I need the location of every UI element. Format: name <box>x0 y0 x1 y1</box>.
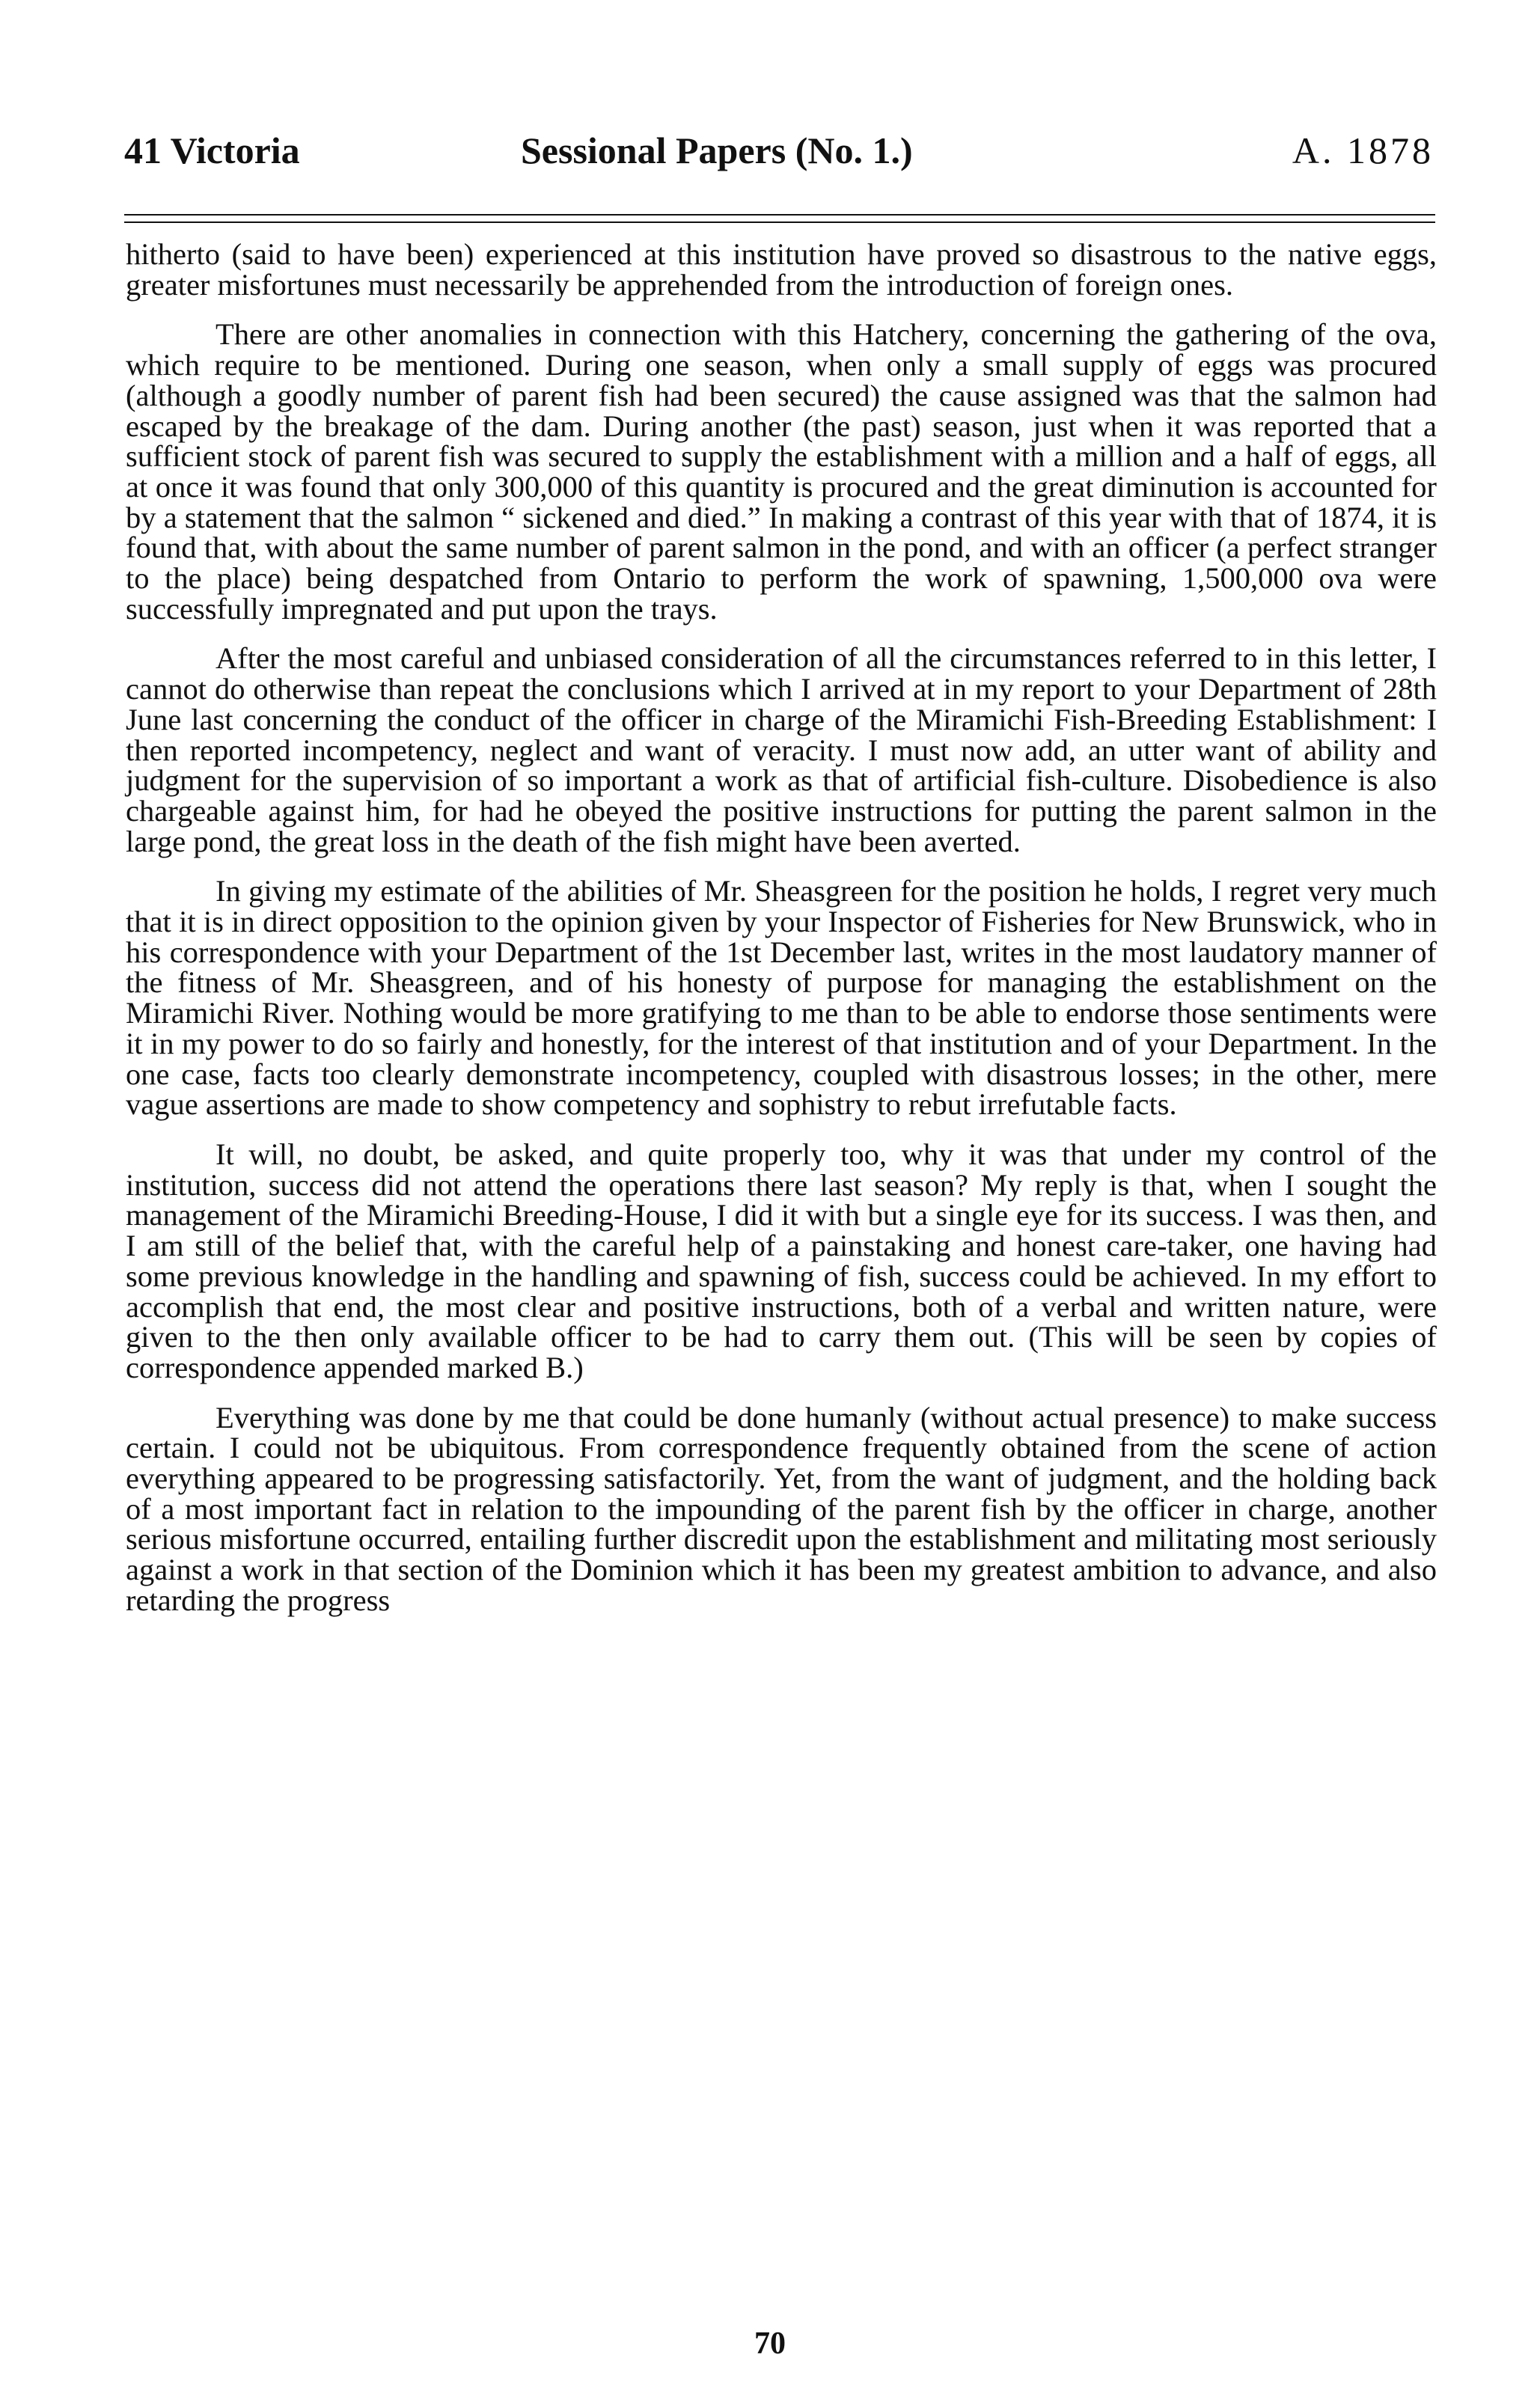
header-rule-top <box>124 214 1435 216</box>
paragraph: It will, no doubt, be asked, and quite properly too, why it was that under my control of the institution, success did not attend the operations there last season? My reply is that, when I sought the management of the Miramichi Breeding-House, I did it with but a single eye for its success. I was then, and I am still of the belief that, with the careful help of a painstaking and honest care-taker, one having had some previous knowledge in the handling and spawning of fish, success could be achieved. In my effort to accomplish that end, the most clear and positive instructions, both of a verbal and written nature, were given to the then only available officer to be had to carry them out. (This will be seen by copies of correspondence appended marked B.) <box>126 1137 1437 1384</box>
header-left: 41 Victoria <box>124 129 300 171</box>
running-header <box>124 129 1434 181</box>
paragraph-continuation: hitherto (said to have been) experienced at this institution have proved so disastrous to the native eggs, greater misfortunes must necessarily be apprehended from the introduction of foreign ones. <box>126 237 1437 302</box>
header-right: A. 1878 <box>1292 129 1434 171</box>
header-rule-bottom <box>124 221 1435 223</box>
header-title: Sessional Papers (No. 1.) <box>521 129 913 171</box>
paragraph: After the most careful and unbiased consideration of all the circumstances referred to in this letter, I cannot do otherwise than repeat the conclusions which I arrived at in my report to your Department of 28th June last concerning the conduct of the officer in charge of the Miramichi Fish-Breeding Establishment: I then reported incompetency, neglect and want of veracity. I must now add, an utter want of ability and judgment for the supervision of so important a work as that of artificial fish-culture. Disobedience is also chargeable against him, for had he obeyed the positive instructions for putting the parent salmon in the large pond, the great loss in the death of the fish might have been averted. <box>126 641 1437 858</box>
paragraph: There are other anomalies in connection with this Hatchery, concerning the gathering of the ova, which require to be mentioned. During one season, when only a small supply of eggs was procured (although a goodly number of parent fish had been secured) the cause assigned was that the salmon had escaped by the breakage of the dam. During another (the past) season, just when it was reported that a sufficient stock of parent fish was secured to supply the establishment with a million and a half of eggs, all at once it was found that only 300,000 of this quantity is procured and the great diminution is accounted for by a statement that the salmon “ sickened and died.” In making a contrast of this year with that of 1874, it is found that, with about the same number of parent salmon in the pond, and with an officer (a perfect stranger to the place) being despatched from Ontario to perform the work of spawning, 1,500,000 ova were successfully impregnated and put upon the trays. <box>126 317 1437 626</box>
paragraph: Everything was done by me that could be done humanly (without actual presence) to make success certain. I could not be ubiquitous. From correspondence frequently obtained from the scene of action everything appeared to be progressing satisfactorily. Yet, from the want of judgment, and the holding back of a most important fact in relation to the impounding of the parent fish by the officer in charge, another serious misfortune occurred, entailing further discredit upon the establishment and militating most seriously against a work in that section of the Dominion which it has been my greatest ambition to advance, and also retarding the progress <box>126 1400 1437 1617</box>
page-number: 70 <box>754 2326 786 2361</box>
paragraph: In giving my estimate of the abilities of Mr. Sheasgreen for the position he holds, I regret very much that it is in direct opposition to the opinion given by your Inspector of Fisheries for New Brunswick, who in his correspondence with your Department of the 1st December last, writes in the most laudatory manner of the fitness of Mr. Sheasgreen, and of his honesty of purpose for managing the establishment on the Miramichi River. Nothing would be more gratifying to me than to be able to endorse those sentiments were it in my power to do so fairly and honestly, for the interest of that institution and of your Department. In the one case, facts too clearly demonstrate incompetency, coupled with disastrous losses; in the other, mere vague assertions are made to show competency and sophistry to rebut irrefutable facts. <box>126 874 1437 1122</box>
body-text <box>126 239 1437 1636</box>
